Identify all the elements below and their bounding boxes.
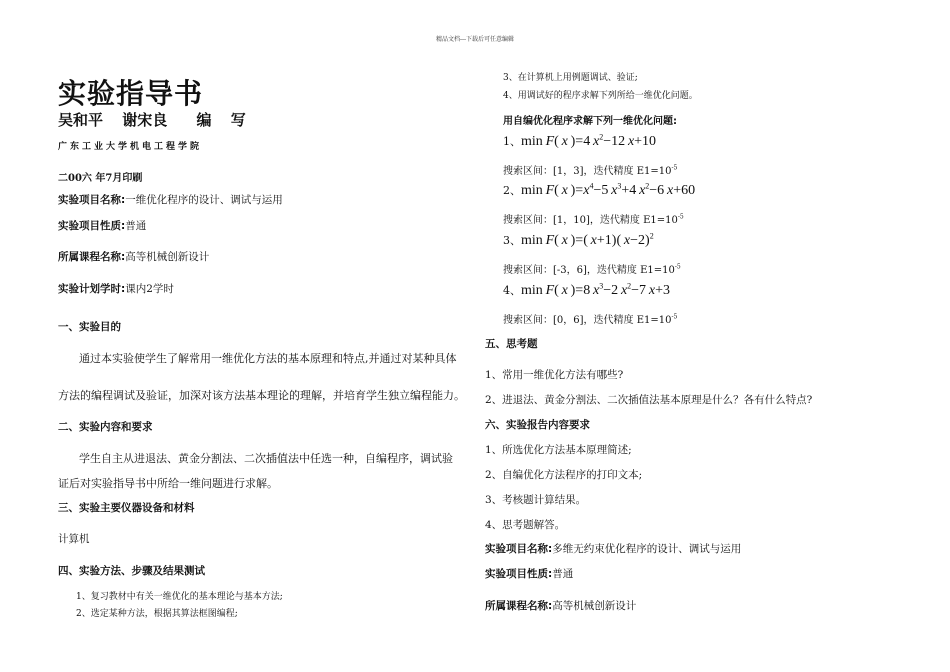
project1-hours-value: 课内2学时 bbox=[125, 283, 174, 295]
problem-2-range bbox=[503, 211, 684, 226]
project2-name-label: 实验项目名称: bbox=[485, 543, 553, 555]
section-2-line-2: 证后对实验指导书中所给一维问题进行求解。 bbox=[58, 477, 278, 490]
project1-hours bbox=[58, 281, 174, 296]
problem-1-number: 1、 bbox=[503, 135, 521, 148]
report-item-1: 1、所选优化方法基本原理简述; bbox=[485, 444, 632, 456]
problem-1-range-text: 搜索区间：[1，3]，迭代精度 E1=10 bbox=[503, 166, 672, 177]
project2-course-value: 高等机械创新设计 bbox=[552, 600, 637, 612]
section-2-title: 二、实验内容和要求 bbox=[58, 421, 153, 433]
header-note: 精品文档---下载后可任意编辑 bbox=[435, 36, 515, 43]
problem-2-formula: 2、min F( x )$=x^4-5$ $x^3+4$ $x^2-6$ x+60 bbox=[503, 181, 696, 198]
project1-hours-label: 实验计划学时: bbox=[58, 283, 126, 295]
section-1-line-1: 通过本实验使学生了解常用一维优化方法的基本原理和特点,并通过对某种具体 bbox=[79, 352, 457, 365]
project2-nature-label: 实验项目性质: bbox=[485, 568, 553, 580]
school-name: 广东工业大学机电工程学院 bbox=[58, 142, 203, 152]
project1-name-label: 实验项目名称: bbox=[58, 194, 126, 206]
problem-1-formula: 1、min F( x )=4 $x^2-12$ x+10 bbox=[503, 132, 657, 149]
author-role-1: 编 bbox=[196, 111, 212, 129]
problem-1-range bbox=[503, 162, 677, 177]
problem-3-range bbox=[503, 261, 681, 276]
author-1: 吴和平 bbox=[58, 111, 104, 129]
report-item-3: 3、考核题计算结果。 bbox=[485, 494, 587, 506]
section-4-step-2: 2、选定某种方法，根据其算法框图编程; bbox=[76, 609, 238, 619]
problem-4-exponent: -5 bbox=[671, 313, 678, 321]
problem-2-number: 2、 bbox=[503, 184, 521, 197]
question-1: 1、常用一维优化方法有哪些? bbox=[485, 369, 624, 381]
document-title: 实验指导书 bbox=[58, 77, 204, 110]
section-3-body: 计算机 bbox=[58, 533, 90, 545]
project1-nature-label: 实验项目性质: bbox=[58, 220, 126, 232]
solve-title: 用自编优化程序求解下列一维优化问题: bbox=[503, 116, 677, 127]
project1-nature-value: 普通 bbox=[125, 220, 147, 232]
section-4-step-4: 4、用调试好的程序求解下列所给一维优化问题。 bbox=[503, 91, 698, 101]
problem-2-range-text: 搜索区间：[1，10]，迭代精度 E1=10 bbox=[503, 215, 678, 226]
author-role-2: 写 bbox=[230, 111, 246, 129]
project2-course-label: 所属课程名称: bbox=[485, 600, 553, 612]
project2-name bbox=[485, 541, 741, 556]
section-2-line-1: 学生自主从进退法、黄金分割法、二次插值法中任选一种，自编程序，调试验 bbox=[79, 452, 453, 465]
problem-3-number: 3、 bbox=[503, 234, 521, 247]
project1-name-value: 一维优化程序的设计、调试与运用 bbox=[125, 194, 283, 206]
project2-name-value: 多维无约束优化程序的设计、调试与运用 bbox=[552, 543, 742, 555]
problem-3-exponent: -5 bbox=[674, 263, 681, 271]
report-item-2: 2、自编优化方法程序的打印文本; bbox=[485, 469, 643, 481]
section-4-step-3: 3、在计算机上用例题调试、验证; bbox=[503, 73, 638, 83]
section-3-title: 三、实验主要仪器设备和材料 bbox=[58, 502, 195, 514]
project1-course bbox=[58, 249, 209, 264]
section-1-title: 一、实验目的 bbox=[58, 321, 121, 333]
section-5-title: 五、思考题 bbox=[485, 338, 538, 350]
problem-4-formula: 4、min F( x )=8 $x^3-2$ $x^2-7$ x+3 bbox=[503, 281, 670, 298]
project1-name bbox=[58, 192, 283, 207]
section-1-line-2: 方法的编程调试及验证，加深对该方法基本理论的理解，并培育学生独立编程能力。 bbox=[58, 389, 465, 402]
print-date: 二00六 年7月印刷 bbox=[58, 173, 143, 184]
problem-1-exponent: -5 bbox=[671, 164, 678, 172]
problem-4-number: 4、 bbox=[503, 284, 521, 297]
author-2: 谢宋良 bbox=[122, 111, 168, 129]
problem-3-range-text: 搜索区间：[-3，6]，迭代精度 E1=10 bbox=[503, 265, 675, 276]
project1-nature bbox=[58, 218, 146, 233]
section-4-title: 四、实验方法、步骤及结果测试 bbox=[58, 565, 205, 577]
project2-nature-value: 普通 bbox=[552, 568, 574, 580]
project2-course bbox=[485, 598, 636, 613]
section-6-title: 六、实验报告内容要求 bbox=[485, 419, 590, 431]
report-item-4: 4、思考题解答。 bbox=[485, 519, 566, 531]
problem-2-exponent: -5 bbox=[677, 213, 684, 221]
problem-3-formula: 3、min F( x )=( x+1)( x−2)$^2$ bbox=[503, 231, 654, 248]
authors bbox=[58, 109, 246, 130]
project1-course-value: 高等机械创新设计 bbox=[125, 251, 210, 263]
project2-nature bbox=[485, 566, 573, 581]
section-4-step-1: 1、复习教材中有关一维优化的基本理论与基本方法; bbox=[76, 592, 283, 602]
problem-4-range-text: 搜索区间：[0，6]，迭代精度 E1=10 bbox=[503, 315, 672, 326]
question-2: 2、进退法、黄金分割法、二次插值法基本原理是什么？各有什么特点? bbox=[485, 394, 813, 406]
project1-course-label: 所属课程名称: bbox=[58, 251, 126, 263]
problem-4-range bbox=[503, 311, 677, 326]
